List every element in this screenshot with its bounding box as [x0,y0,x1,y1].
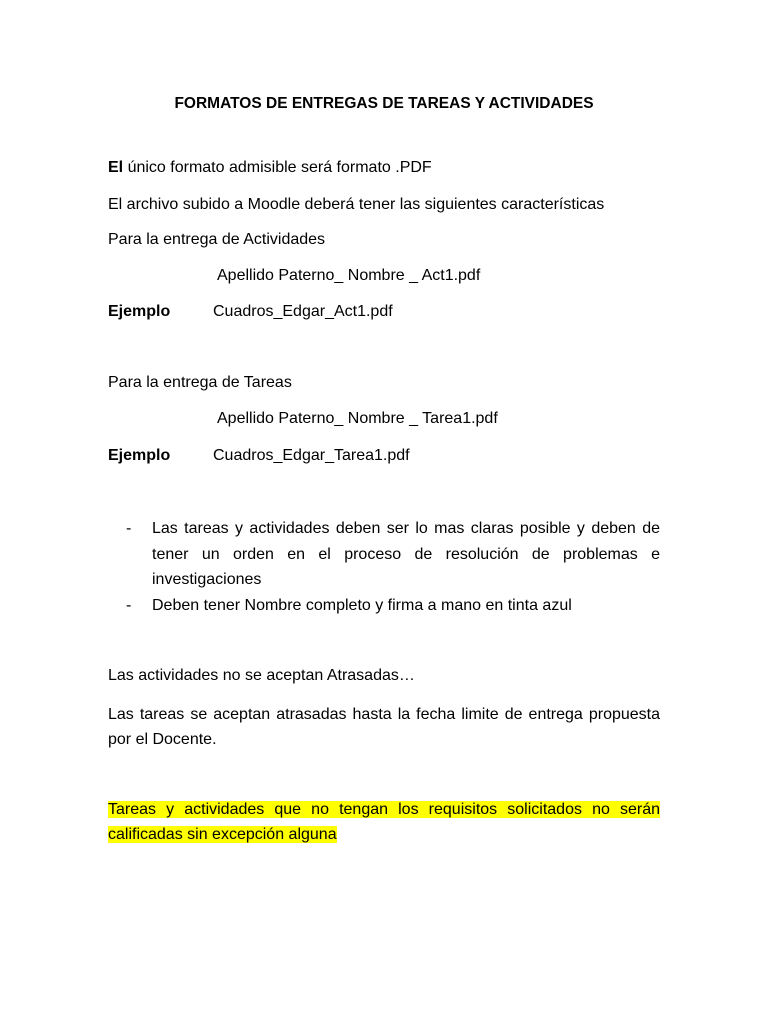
bullet-dash: - [126,596,132,614]
document-title: FORMATOS DE ENTREGAS DE TAREAS Y ACTIVIDADES [174,95,594,112]
list-item-text: Deben tener Nombre completo y firma a mano en tinta azul [152,596,572,614]
bullet-dash: - [126,520,132,537]
activities-heading: Para la entrega de Actividades [108,231,326,248]
activities-example-value: Cuadros_Edgar_Act1.pdf [213,303,393,320]
warning-note [108,797,660,847]
list-item-text: Las tareas y actividades deben ser lo mas claras posible y deben de tener un orden en el proceso de resolución de problemas e investigaciones [152,520,660,588]
late-activities-note: Las actividades no se aceptan Atrasadas… [108,667,415,684]
tasks-example-label: Ejemplo [108,447,171,464]
moodle-line: El archivo subido a Moodle deberá tener las siguientes características [108,196,605,213]
late-tasks-note: Las tareas se aceptan atrasadas hasta la fecha limite de entrega propuesta por el Docente. [108,706,660,748]
tasks-pattern: Apellido Paterno_ Nombre _ Tarea1.pdf [217,410,498,427]
warning-highlight: Tareas y actividades que no tengan los requisitos solicitados no serán calificadas sin excepción alguna [108,801,660,843]
list-item [108,516,660,593]
tasks-heading: Para la entrega de Tareas [108,374,292,391]
format-line-text: único formato admisible será formato .PDF [123,159,432,176]
tasks-example-value: Cuadros_Edgar_Tarea1.pdf [213,447,410,464]
activities-example-label: Ejemplo [108,303,171,320]
requirements-list [108,516,660,618]
activities-pattern: Apellido Paterno_ Nombre _ Act1.pdf [217,267,481,284]
format-line-bold: El [108,159,124,176]
list-item [108,593,660,619]
format-line [108,158,432,178]
